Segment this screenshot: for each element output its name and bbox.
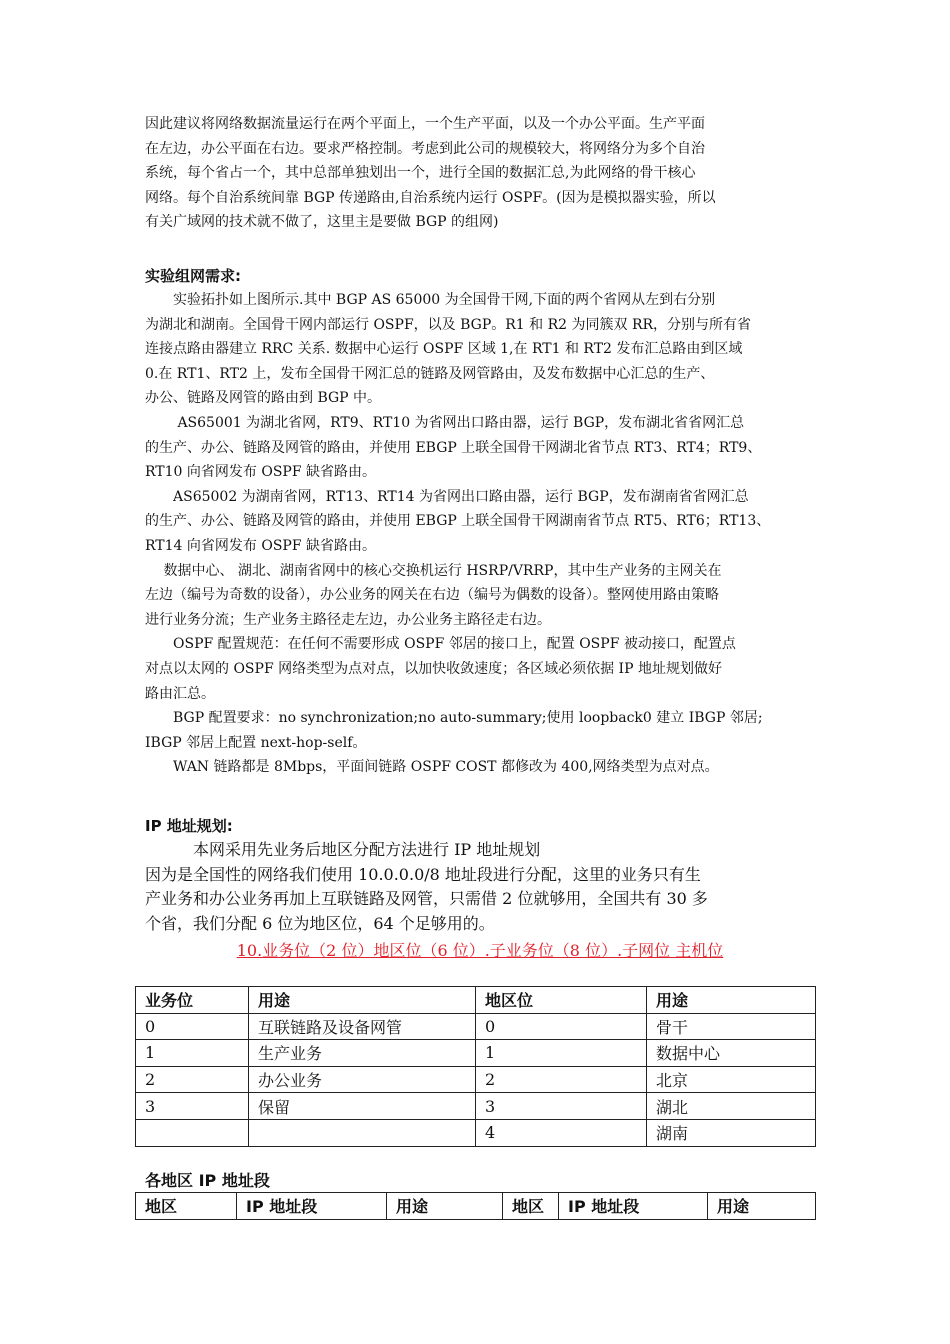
intro-line: 有关广域网的技术就不做了，这里主是要做 BGP 的组网) (145, 214, 499, 231)
ip-plan-line: 因为是全国性的网络我们使用 10.0.0.0/8 地址段进行分配，这里的业务只有生 (145, 864, 701, 884)
table-cell: 办公业务 (249, 1066, 476, 1093)
table-cell: 1 (136, 1040, 249, 1067)
table-cell: 2 (476, 1066, 647, 1093)
table-row (136, 1093, 816, 1120)
column-header: IP 地址段 (559, 1193, 708, 1220)
table-cell: 骨干 (647, 1013, 816, 1040)
table-header-row (136, 987, 816, 1014)
requirements-line: 的生产、办公、链路及网管的路由，并使用 EBGP 上联全国骨干网湖北省节点 RT3、RT4；RT9、 (145, 439, 762, 456)
ip-plan-body (145, 838, 815, 964)
requirements-line: 实验拓扑如上图所示.其中 BGP AS 65000 为全国骨干网,下面的两个省网从左到右分别 (145, 292, 716, 308)
requirements-line: 为湖北和湖南。全国骨干网内部运行 OSPF，以及 BGP。R1 和 R2 为同簇双 RR，分别与所有省 (145, 316, 752, 333)
requirements-line: 数据中心、 湖北、湖南省网中的核心交换机运行 HSRP/VRRP，其中生产业务的主网关在 (145, 562, 722, 579)
column-header: 地区位 (476, 987, 647, 1014)
column-header: 地区 (503, 1193, 559, 1220)
requirements-line: AS65002 为湖南省网，RT13、RT14 为省网出口路由器，运行 BGP，发布湖南省省网汇总 (145, 488, 749, 505)
requirements-line: 办公、链路及网管的路由到 BGP 中。 (145, 390, 382, 407)
requirements-line: BGP 配置要求：no synchronization;no auto-summary;使用 loopback0 建立 IBGP 邻居; (145, 710, 763, 727)
ip-plan-line: 本网采用先业务后地区分配方法进行 IP 地址规划 (145, 840, 541, 859)
column-header: IP 地址段 (237, 1193, 387, 1220)
table-cell: 2 (136, 1066, 249, 1093)
requirements-line: IBGP 邻居上配置 next-hop-self。 (145, 734, 367, 751)
requirements-line: 连接点路由器建立 RRC 关系. 数据中心运行 OSPF 区域 1,在 RT1 和 RT2 发布汇总路由到区域 (145, 341, 743, 358)
table-cell (136, 1119, 249, 1146)
table-cell: 湖北 (647, 1093, 816, 1120)
table-cell: 数据中心 (647, 1040, 816, 1067)
requirements-body (145, 288, 815, 780)
service-region-table (135, 986, 816, 1147)
table-row (136, 1040, 816, 1067)
requirements-line: RT10 向省网发布 OSPF 缺省路由。 (145, 464, 376, 481)
requirements-line: 0.在 RT1、RT2 上，发布全国骨干网汇总的链路及网管路由，及发布数据中心汇总的生产、 (145, 365, 715, 382)
intro-line: 网络。每个自治系统间靠 BGP 传递路由,自治系统内运行 OSPF。(因为是模拟器实验，所以 (145, 189, 716, 206)
table-cell: 0 (476, 1013, 647, 1040)
table-cell: 3 (476, 1093, 647, 1120)
intro-paragraph (145, 112, 815, 235)
column-header: 用途 (708, 1193, 816, 1220)
requirements-line: 的生产、办公、链路及网管的路由，并使用 EBGP 上联全国骨干网湖南省节点 RT5、RT6；RT13、 (145, 513, 771, 530)
table-cell: 4 (476, 1119, 647, 1146)
intro-line: 系统，每个省占一个，其中总部单独划出一个，进行全国的数据汇总,为此网络的骨干核心 (145, 165, 696, 182)
requirements-heading: 实验组网需求: (145, 267, 241, 285)
region-address-table (135, 1192, 816, 1220)
requirements-line: 左边（编号为奇数的设备），办公业务的网关在右边（编号为偶数的设备）。整网使用路由策略 (145, 587, 719, 604)
requirements-line: OSPF 配置规范：在任何不需要形成 OSPF 邻居的接口上，配置 OSPF 被动接口，配置点 (145, 636, 736, 653)
requirements-line: 对点以太网的 OSPF 网络类型为点对点，以加快收敛速度；各区域必须依据 IP 地址规划做好 (145, 660, 722, 677)
table-cell (249, 1119, 476, 1146)
region-section-heading: 各地区 IP 地址段 (145, 1171, 270, 1190)
column-header: 地区 (136, 1193, 237, 1220)
column-header: 用途 (387, 1193, 503, 1220)
ip-plan-line: 个省，我们分配 6 位为地区位，64 个足够用的。 (145, 914, 495, 934)
table-cell: 0 (136, 1013, 249, 1040)
table-header-row (136, 1193, 816, 1220)
address-format-line: 10.业务位（2 位）地区位（6 位）.子业务位（8 位）.子网位 主机位 (236, 940, 724, 960)
requirements-line: RT14 向省网发布 OSPF 缺省路由。 (145, 537, 376, 554)
table-cell: 湖南 (647, 1119, 816, 1146)
table-cell: 保留 (249, 1093, 476, 1120)
table-cell: 1 (476, 1040, 647, 1067)
table-cell: 3 (136, 1093, 249, 1120)
table-cell: 生产业务 (249, 1040, 476, 1067)
table-row (136, 1066, 816, 1093)
column-header: 用途 (647, 987, 816, 1014)
requirements-line: 进行业务分流；生产业务主路径走左边，办公业务主路径走右边。 (145, 611, 551, 628)
intro-line: 在左边，办公平面在右边。要求严格控制。考虑到此公司的规模较大，将网络分为多个自治 (145, 140, 705, 157)
requirements-line: 路由汇总。 (145, 685, 215, 702)
requirements-line: AS65001 为湖北省网，RT9、RT10 为省网出口路由器，运行 BGP，发布湖北省省网汇总 (145, 414, 745, 431)
table-row (136, 1013, 816, 1040)
requirements-line: WAN 链路都是 8Mbps，平面间链路 OSPF COST 都修改为 400,网络类型为点对点。 (145, 759, 719, 776)
column-header: 用途 (249, 987, 476, 1014)
ip-plan-line: 产业务和办公业务再加上互联链路及网管，只需借 2 位就够用，全国共有 30 多 (145, 889, 708, 909)
table-cell: 北京 (647, 1066, 816, 1093)
intro-line: 因此建议将网络数据流量运行在两个平面上，一个生产平面，以及一个办公平面。生产平面 (145, 116, 705, 132)
column-header: 业务位 (136, 987, 249, 1014)
table-cell: 互联链路及设备网管 (249, 1013, 476, 1040)
table-row (136, 1119, 816, 1146)
ip-plan-heading: IP 地址规划: (145, 817, 233, 835)
